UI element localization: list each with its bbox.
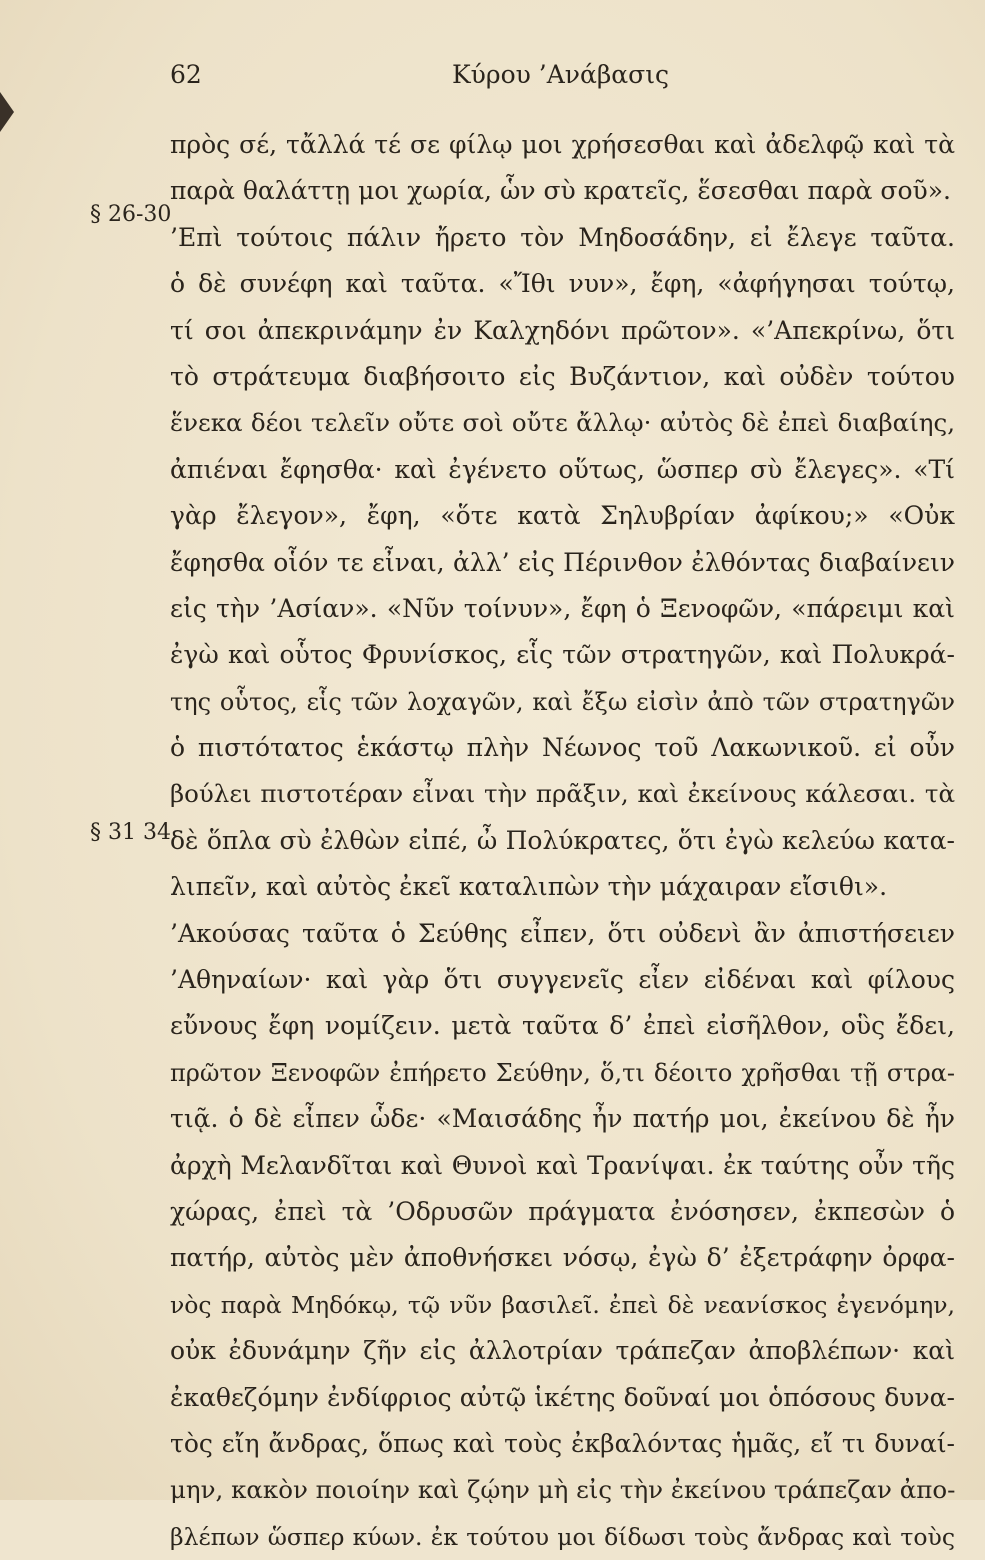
- text-line: πρῶτον Ξενοφῶν ἐπήρετο Σεύθην, ὅ,τι δέοιτο χρῆσθαι τῇ στρα-: [170, 1058, 955, 1087]
- text-line: ’Ακούσας ταῦτα ὁ Σεύθης εἶπεν, ὅτι οὐδενὶ ἂν ἀπιστήσειεν: [170, 918, 955, 948]
- text-line: βλέπων ὥσπερ κύων. ἐκ τούτου μοι δίδωσι τοὺς ἄνδρας καὶ τοὺς: [170, 1522, 955, 1551]
- text-line: εὔνους ἔφη νομίζειν. μετὰ ταῦτα δ’ ἐπεὶ εἰσῆλθον, οὓς ἔδει,: [170, 1011, 955, 1041]
- text-line: ἀρχὴ Μελανδῖται καὶ Θυνοὶ καὶ Τρανίψαι. ἐκ ταύτης οὖν τῆς: [170, 1150, 955, 1180]
- text-line: δὲ ὅπλα σὺ ἐλθὼν εἰπέ, ὦ Πολύκρατες, ὅτι ἐγὼ κελεύω κατα-: [170, 825, 955, 855]
- running-title: Κύρου ’Ανάβασις: [452, 60, 670, 89]
- text-line: ’Αθηναίων· καὶ γὰρ ὅτι συγγενεῖς εἶεν εἰδέναι καὶ φίλους: [170, 965, 955, 995]
- text-line: ἀπιέναι ἔφησθα· καὶ ἐγένετο οὕτως, ὥσπερ σὺ ἔλεγες». «Τί: [170, 454, 955, 484]
- text-line: ἐκαθεζόμην ἐνδίφριος αὐτῷ ἱκέτης δοῦναί μοι ὁπόσους δυνα-: [170, 1382, 955, 1412]
- text-line: εἰς τὴν ’Ασίαν». «Νῦν τοίνυν», ἔφη ὁ Ξενοφῶν, «πάρειμι καὶ: [170, 593, 955, 623]
- page-header: [0, 60, 985, 96]
- section-reference: § 31 34: [90, 820, 171, 845]
- text-line: γὰρ ἔλεγον», ἔφη, «ὅτε κατὰ Σηλυβρίαν ἀφίκου;» «Οὐκ: [170, 501, 955, 531]
- body-text: [170, 122, 955, 1560]
- binding-tab-mark: [0, 92, 14, 132]
- text-line: τὸ στράτευμα διαβήσοιτο εἰς Βυζάντιον, καὶ οὐδὲν τούτου: [170, 361, 955, 391]
- text-line: τιᾷ. ὁ δὲ εἶπεν ὧδε· «Μαισάδης ἦν πατήρ μοι, ἐκείνου δὲ ἦν: [170, 1104, 955, 1134]
- section-reference: § 26-30: [90, 202, 172, 227]
- text-line: μην, κακὸν ποιοίην καὶ ζῴην μὴ εἰς τὴν ἐκείνου τράπεζαν ἀπο-: [170, 1475, 955, 1505]
- text-line: οὐκ ἐδυνάμην ζῆν εἰς ἀλλοτρίαν τράπεζαν ἀποβλέπων· καὶ: [170, 1336, 955, 1366]
- text-line: πρὸς σέ, τἄλλά τέ σε φίλῳ μοι χρήσεσθαι καὶ ἀδελφῷ καὶ τὰ: [170, 130, 955, 159]
- text-line: παρὰ θαλάττῃ μοι χωρία, ὧν σὺ κρατεῖς, ἕσεσθαι παρὰ σοῦ».: [170, 176, 951, 206]
- text-line: ἐγὼ καὶ οὗτος Φρυνίσκος, εἷς τῶν στρατηγῶν, καὶ Πολυκρά-: [170, 640, 955, 670]
- text-line: ὁ δὲ συνέφη καὶ ταῦτα. «Ἴθι νυν», ἔφη, «ἀφήγησαι τούτῳ,: [170, 269, 955, 299]
- page-number: 62: [170, 60, 202, 89]
- text-line: πατήρ, αὐτὸς μὲν ἀποθνήσκει νόσῳ, ἐγὼ δ’ ἐξετράφην ὀρφα-: [170, 1243, 955, 1273]
- text-line: ’Επὶ τούτοις πάλιν ἤρετο τὸν Μηδοσάδην, εἰ ἔλεγε ταῦτα.: [170, 222, 955, 252]
- text-line: λιπεῖν, καὶ αὐτὸς ἐκεῖ καταλιπὼν τὴν μάχαιραν εἴσιθι».: [170, 872, 888, 902]
- text-line: ἕνεκα δέοι τελεῖν οὔτε σοὶ οὔτε ἄλλῳ· αὐτὸς δὲ ἐπεὶ διαβαίης,: [170, 408, 955, 438]
- text-line: τὸς εἴη ἄνδρας, ὅπως καὶ τοὺς ἐκβαλόντας ἡμᾶς, εἴ τι δυναί-: [170, 1428, 955, 1458]
- text-line: χώρας, ἐπεὶ τὰ ’Οδρυσῶν πράγματα ἐνόσησεν, ἐκπεσὼν ὁ: [170, 1196, 955, 1226]
- text-line: νὸς παρὰ Μηδόκῳ, τῷ νῦν βασιλεῖ. ἐπεὶ δὲ νεανίσκος ἐγενόμην,: [170, 1290, 955, 1319]
- text-line: της οὗτος, εἷς τῶν λοχαγῶν, καὶ ἔξω εἰσὶν ἀπὸ τῶν στρατηγῶν: [170, 687, 955, 716]
- text-line: βούλει πιστοτέραν εἶναι τὴν πρᾶξιν, καὶ ἐκείνους κάλεσαι. τὰ: [170, 779, 955, 809]
- text-line: ἔφησθα οἷόν τε εἶναι, ἀλλ’ εἰς Πέρινθον ἐλθόντας διαβαίνειν: [170, 547, 955, 577]
- text-line: ὁ πιστότατος ἑκάστῳ πλὴν Νέωνος τοῦ Λακωνικοῦ. εἰ οὖν: [170, 733, 955, 763]
- text-line: τί σοι ἀπεκρινάμην ἐν Καλχηδόνι πρῶτον». «’Απεκρίνω, ὅτι: [170, 315, 955, 345]
